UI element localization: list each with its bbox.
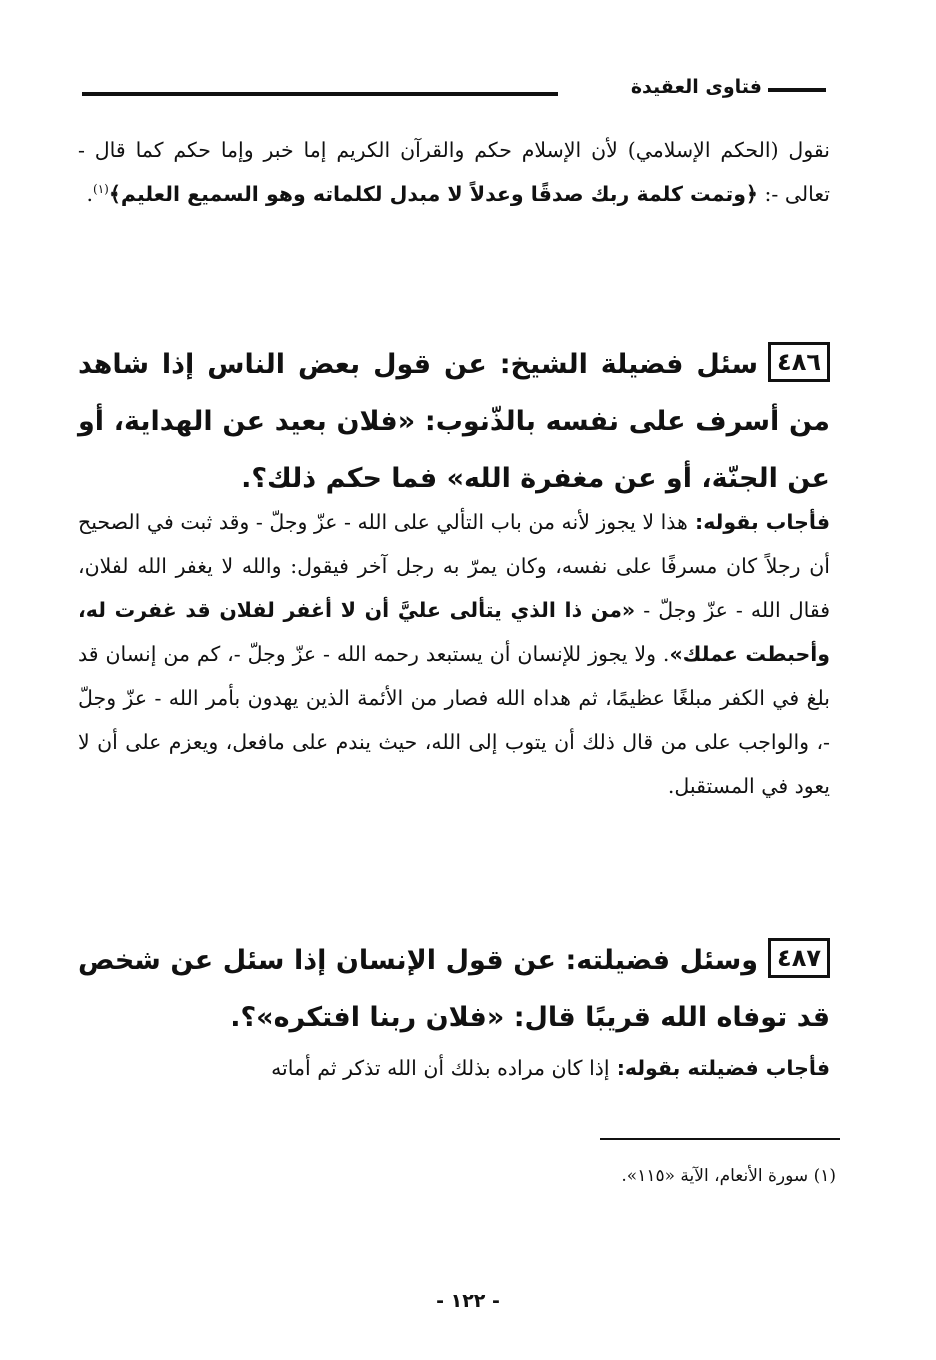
header-title: فتاوى العقيدة [630,76,762,98]
question-486 [78,336,830,507]
intro-text: نقول (الحكم الإسلامي) لأن الإسلام حكم والقرآن الكريم إما خبر وإما حكم كما قال - تعالى -: [78,138,830,206]
answer-486 [78,500,830,808]
answer-486-text-2: . ولا يجوز للإنسان أن يستبعد رحمه الله - عزّ وجلّ -، كم من إنسان قد بلغ في الكفر مبلغًا عظيمًا، ثم هداه الله فصار من الأئمة الذين يهدون بأمر الله - عزّ وجلّ -، والواجب على من قال ذلك أن يتوب إلى الله، حيث يندم على مافعل، ويعزم على أن لا يعود في المستقبل. [78,642,830,798]
intro-paragraph-block [78,128,830,216]
question-487-block [78,932,830,1046]
running-header [82,72,826,106]
quran-verse: ﴿وتمت كلمة ربك صدقًا وعدلاً لا مبدل لكلماته وهو السميع العليم﴾ [108,182,758,206]
question-number-487: ٤٨٧ [768,938,830,978]
question-486-text: سئل فضيلة الشيخ: عن قول بعض الناس إذا شاهد من أسرف على نفسه بالذّنوب: «فلان بعيد عن الهداية، أو عن الجنّة، أو عن مغفرة الله» فما حكم ذلك؟. [78,349,830,494]
question-487-text: وسئل فضيلته: عن قول الإنسان إذا سئل عن شخص قد توفاه الله قريبًا قال: «فلان ربنا افتكره»؟. [78,945,830,1033]
footnote-separator [600,1138,840,1140]
header-rule-long [82,92,558,96]
answer-487-text: إذا كان مراده بذلك أن الله تذكر ثم أماته [271,1056,610,1080]
page-number: - ١٢٢ - [436,1290,500,1312]
question-486-block [78,336,830,507]
answer-487-block [78,1046,830,1090]
hadith-quote: «من ذا الذي يتألى عليَّ أن لا أغفر لفلان قد غفرت له، وأحبطت عملك» [78,598,830,666]
answer-487-lead: فأجاب فضيلته بقوله: [609,1056,830,1080]
answer-487 [78,1046,830,1090]
intro-end: . [86,182,94,206]
question-number-486: ٤٨٦ [768,342,830,382]
answer-486-lead: فأجاب بقوله: [687,510,830,534]
footnote: (١) سورة الأنعام، الآية «١١٥». [621,1166,836,1186]
question-487 [78,932,830,1046]
header-rule-short [768,88,826,92]
answer-486-text-1: هذا لا يجوز لأنه من باب التألي على الله - عزّ وجلّ - وقد ثبت في الصحيح أن رجلاً كان مسرفًا على نفسه، وكان يمرّ به رجل آخر فيقول: والله لا يغفر الله لفلان، فقال الله - عزّ وجلّ - [78,510,830,622]
answer-486-block [78,500,830,808]
footnote-marker: (١) [93,182,109,197]
intro-paragraph [78,128,830,216]
